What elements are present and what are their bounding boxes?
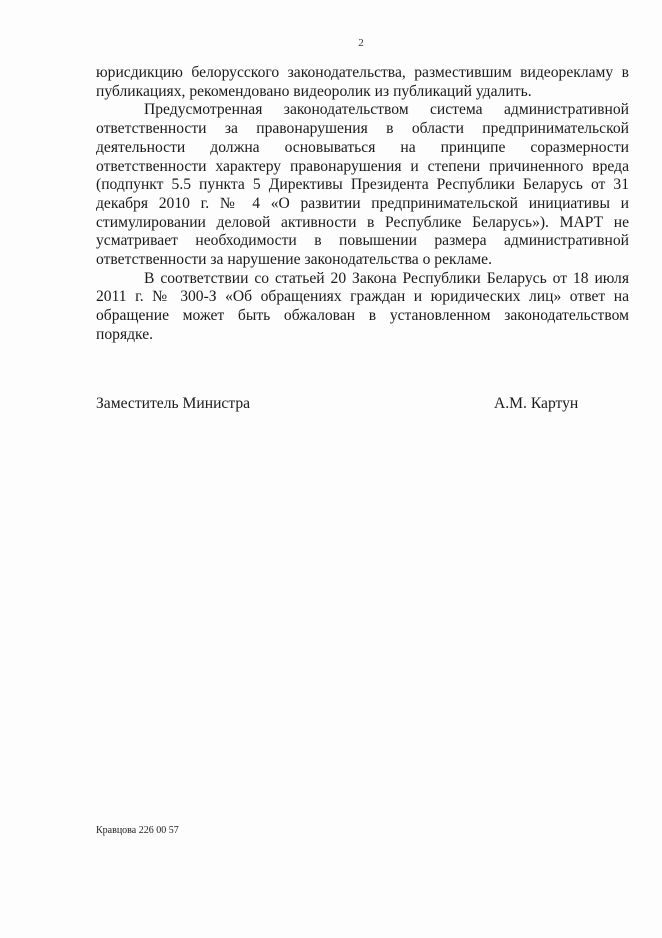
document-body (96, 64, 629, 345)
executor-footer: Кравцова 226 00 57 (96, 825, 179, 836)
page-number: 2 (358, 37, 364, 49)
paragraph-continuation: юрисдикцию белорусского законодательства, разместившим видеорекламу в публикациях, рекомендовано видеоролик из публикаций удалить. (96, 64, 629, 100)
paragraph-responsibility: Предусмотренная законодательством система административной ответственности за правонарушения в области предпринимательской деятельности должна основываться на принципе соразмерности ответственности характеру правонарушения и степени причиненного вреда (подпункт 5.5 пункта 5 Директивы Президента Республики Беларусь от 31 декабря 2010 г. № 4 «О развитии предпринимательской инициативы и стимулировании деловой активности в Республике Беларусь»). МАРТ не усматривает необходимости в повышении размера административной ответственности за нарушение законодательства о рекламе. (96, 101, 629, 269)
signature-title: Заместитель Министра (96, 395, 251, 412)
paragraph-appeal: В соответствии со статьей 20 Закона Республики Беларусь от 18 июля 2011 г. № 300-З «Об обращениях граждан и юридических лиц» ответ на обращение может быть обжалован в установленном законодательством порядке. (96, 269, 629, 343)
signature-name: А.М. Картун (494, 395, 579, 412)
